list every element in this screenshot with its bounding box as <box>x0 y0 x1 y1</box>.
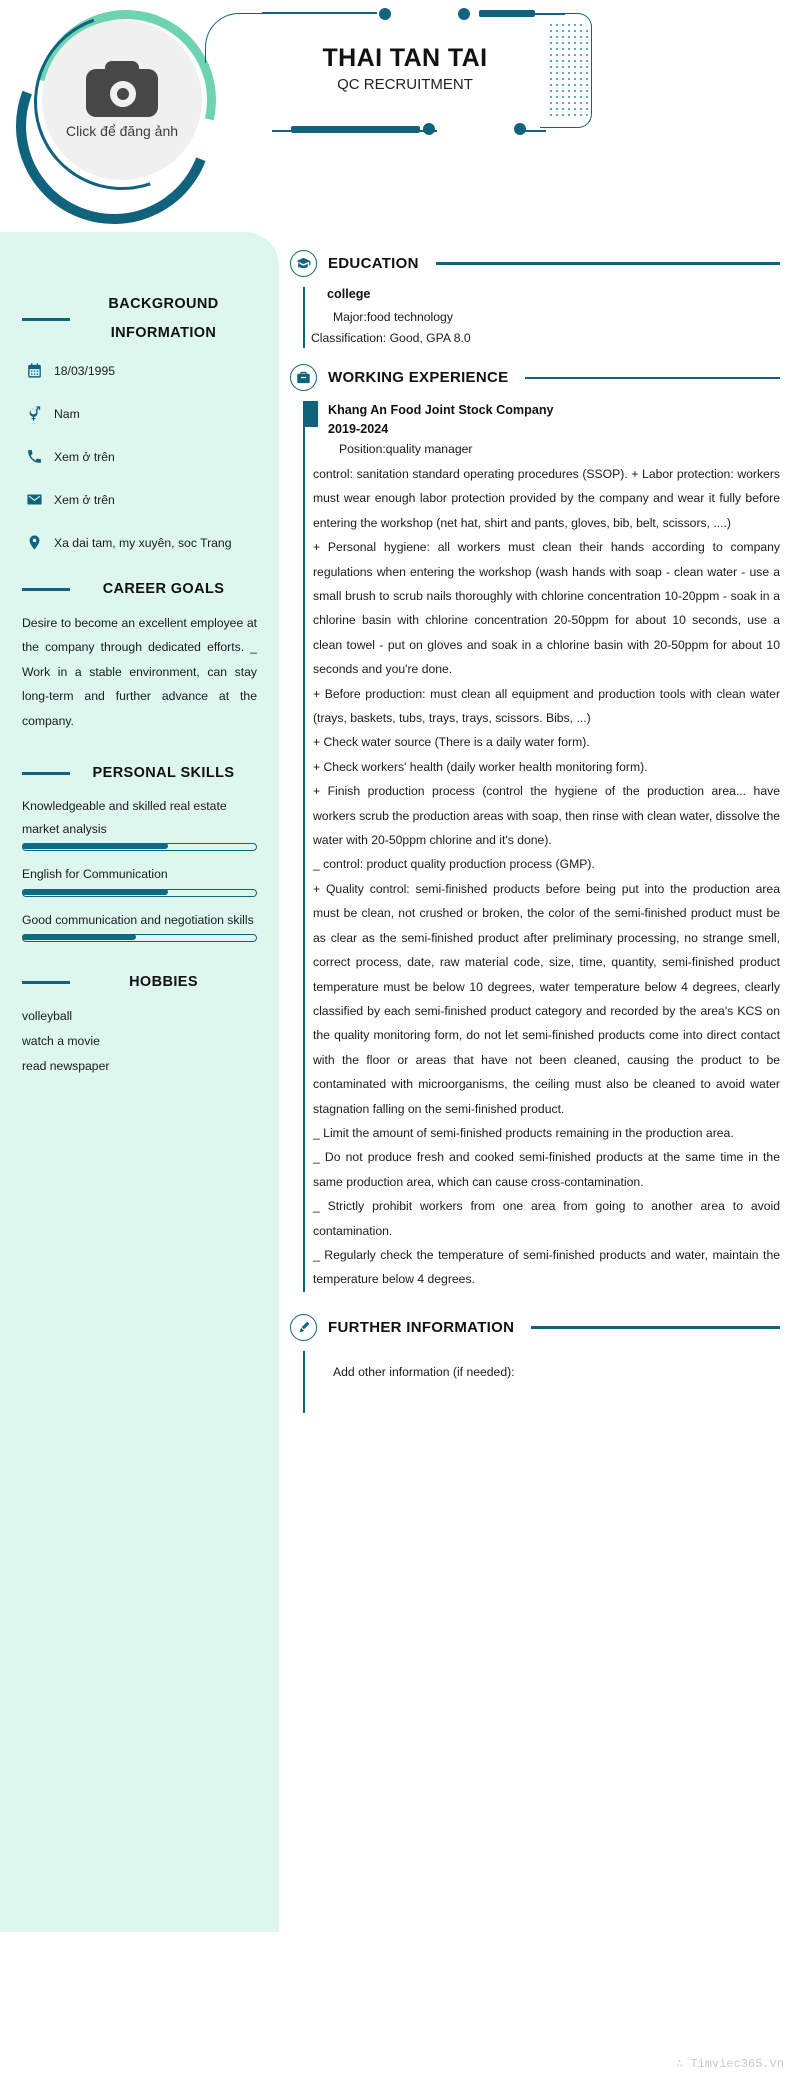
education-classification[interactable]: Classification: Good, GPA 8.0 <box>311 330 471 345</box>
gender-icon <box>26 405 43 422</box>
info-birthday-value: 18/03/1995 <box>54 363 115 378</box>
hobby-item[interactable]: read newspaper <box>22 1059 110 1074</box>
education-body <box>303 287 780 348</box>
career-goals-title: CAREER GOALS <box>102 581 225 597</box>
experience-marker <box>305 401 318 427</box>
skill-label: English for Communication <box>22 867 168 882</box>
header-deco-dot-bottom-2 <box>514 123 526 135</box>
skill-progress-bar[interactable] <box>22 843 257 851</box>
main-content <box>290 250 790 1413</box>
experience-paragraph[interactable]: + Check workers' health (daily worker health monitoring form). <box>313 759 648 774</box>
info-row-email[interactable] <box>26 491 257 508</box>
location-pin-icon <box>26 534 43 551</box>
candidate-role[interactable]: QC RECRUITMENT <box>337 76 473 93</box>
experience-period[interactable]: 2019-2024 <box>328 421 389 436</box>
experience-paragraph[interactable]: + Check water source (There is a daily water form). <box>313 735 590 750</box>
hobby-item[interactable]: watch a movie <box>22 1034 100 1049</box>
info-gender-value: Nam <box>54 406 80 421</box>
avatar-upload-label: Click để đăng ảnh <box>65 123 179 139</box>
heading-rule <box>525 377 780 380</box>
skill-progress-fill <box>22 843 168 849</box>
background-information-heading <box>22 290 257 348</box>
education-heading <box>290 250 780 277</box>
skill-item <box>22 795 257 851</box>
background-heading-line-2: INFORMATION <box>110 325 217 341</box>
hobby-item[interactable]: volleyball <box>22 1009 73 1024</box>
avatar-placeholder-circle[interactable] <box>42 20 202 180</box>
header-deco-dot-top-1 <box>379 8 391 20</box>
experience-paragraph[interactable]: _ Do not produce fresh and cooked semi-finished products at the same time in the same production area, which can cause cross-contamination. <box>313 1150 780 1189</box>
info-address-value: Xa dai tam, my xuyên, soc Trang <box>54 535 232 550</box>
name-block <box>250 44 560 93</box>
camera-icon <box>86 61 158 117</box>
experience-paragraph[interactable]: _ Limit the amount of semi-finished products remaining in the production area. <box>313 1125 734 1140</box>
phone-icon <box>26 448 43 465</box>
skill-progress-bar[interactable] <box>22 889 257 897</box>
personal-skills-heading <box>22 765 257 781</box>
skill-label: Knowledgeable and skilled real estate market analysis <box>22 799 227 836</box>
experience-paragraph[interactable]: _ control: product quality production process (GMP). <box>313 857 595 872</box>
info-row-birthday[interactable] <box>26 362 257 379</box>
calendar-icon <box>26 362 43 379</box>
further-information-title: FURTHER INFORMATION <box>328 1318 515 1336</box>
skill-progress-bar[interactable] <box>22 934 257 942</box>
info-email-value: Xem ở trên <box>54 492 115 507</box>
header-deco-bar-bottom <box>291 126 420 133</box>
further-information-note[interactable]: Add other information (if needed): <box>333 1364 515 1379</box>
experience-body <box>303 401 780 1291</box>
skill-progress-fill <box>22 934 136 940</box>
experience-paragraph[interactable]: + Personal hygiene: all workers must clean their hands according to company regulations when entering the workshop (wash hands with soap - clean water - use a small brush to scrub nails thoroughly with chlorine concentration 10-20ppm - soak in a chlorine basin with chlorine concentration 20-50ppm for about 10 seconds, use a clean towel - put on gloves and soak in a chlorine basin with 20-50ppm for about 10 seconds and you're done. <box>313 540 780 677</box>
experience-paragraph[interactable]: _ Strictly prohibit workers from one area from going to another area to avoid contamination. <box>313 1199 780 1238</box>
further-information-heading <box>290 1314 780 1341</box>
heading-rule <box>531 1326 780 1329</box>
experience-paragraph[interactable]: control: sanitation standard operating procedures (SSOP). + Labor protection: workers must wear enough labor protection provided by the company and wear it fully before entering the workshop (net hat, shirt and pants, gloves, bib, belt, scissors, ....) <box>313 466 780 530</box>
info-phone-value: Xem ở trên <box>54 449 115 464</box>
career-goals-text[interactable]: Desire to become an excellent employee at the company through dedicated efforts. _ Work in a stable environment, can stay long-term and further advance at the company. <box>22 616 257 728</box>
heading-dash <box>22 588 70 591</box>
experience-company-row <box>327 401 780 438</box>
experience-title: WORKING EXPERIENCE <box>328 369 509 387</box>
brush-icon <box>290 1314 317 1341</box>
further-information-body <box>303 1351 780 1413</box>
heading-rule <box>436 262 780 265</box>
heading-dash <box>22 318 70 321</box>
header-deco-line-top <box>262 12 377 14</box>
education-title: EDUCATION <box>328 255 419 272</box>
heading-dash <box>22 981 70 984</box>
skill-item <box>22 909 257 943</box>
experience-company[interactable]: Khang An Food Joint Stock Company <box>328 403 554 418</box>
resume-header <box>0 0 800 232</box>
graduation-cap-icon <box>290 250 317 277</box>
skill-progress-fill <box>22 889 168 895</box>
info-row-phone[interactable] <box>26 448 257 465</box>
skill-label: Good communication and negotiation skills <box>22 912 254 927</box>
candidate-name[interactable]: THAI TAN TAI <box>322 44 488 72</box>
info-row-gender[interactable] <box>26 405 257 422</box>
site-watermark: ∴ Timviec365.vn <box>675 2057 784 2071</box>
header-deco-line-bottom-2 <box>524 130 546 132</box>
background-heading-line-1: BACKGROUND <box>108 296 219 312</box>
header-deco-dot-bottom-1 <box>423 123 435 135</box>
experience-paragraph[interactable]: + Quality control: semi-finished products before being put into the production area must be clean, not crushed or broken, the color of the semi-finished product must be as clear as the semi-finished product after preliminary processing, no strange smell, correct process, date, raw material code, size, time, quantity, semi-finished product temperature must be below 10 degrees, water temperature below 4 degrees, clearly classified by each semi-finished product category and recorded by the area's KCS on the quality monitoring form, do not let semi-finished products come into direct contact with the floor or areas that have not been cleaned, causing the product to be contaminated with microorganisms, the ceiling must also be cleaned to avoid water stagnation falling on the semi-finished product. <box>313 881 780 1116</box>
career-goals-heading <box>22 581 257 597</box>
experience-position[interactable]: Position:quality manager <box>339 441 473 456</box>
experience-paragraph[interactable]: + Finish production process (control the hygiene of the production area... have workers scrub the production areas with soap, then rinse with clean water, dissolve the water with 20-50ppm chlorine and it's done). <box>313 784 780 848</box>
experience-paragraph[interactable]: _ Regularly check the temperature of semi-finished products and water, maintain the temperature below 4 degrees. <box>313 1247 780 1287</box>
education-major[interactable]: Major:food technology <box>333 310 453 324</box>
briefcase-icon <box>290 364 317 391</box>
education-school[interactable]: college <box>327 287 371 301</box>
sidebar <box>0 232 279 1932</box>
experience-paragraph[interactable]: + Before production: must clean all equipment and production tools with clean water (trays, baskets, tubs, trays, trays, scissors. Bibs, ...) <box>313 686 780 726</box>
heading-dash <box>22 772 70 775</box>
skill-item <box>22 863 257 897</box>
hobbies-title: HOBBIES <box>129 974 198 991</box>
personal-skills-title: PERSONAL SKILLS <box>92 765 235 782</box>
hobbies-heading <box>22 974 257 990</box>
avatar-upload[interactable] <box>12 8 222 218</box>
header-deco-bar-top <box>479 10 535 17</box>
experience-heading <box>290 364 780 391</box>
header-deco-dot-top-2 <box>458 8 470 20</box>
email-icon <box>26 491 43 508</box>
info-row-address[interactable] <box>26 534 257 551</box>
